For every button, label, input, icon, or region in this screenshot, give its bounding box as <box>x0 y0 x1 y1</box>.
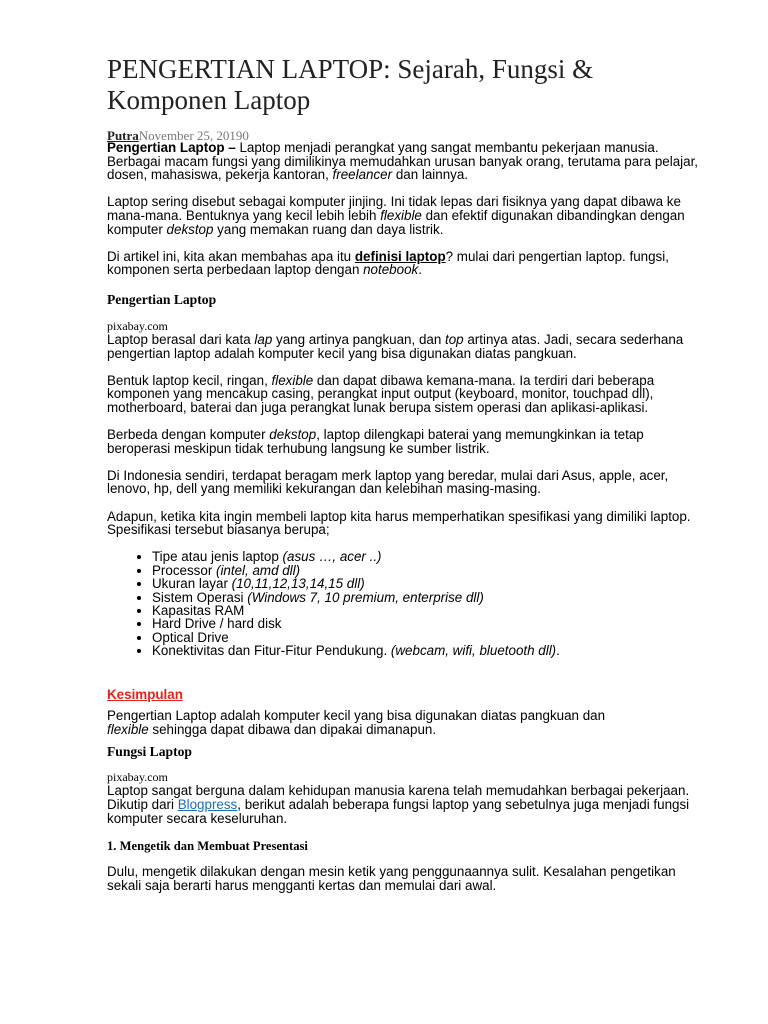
intro-lead: Pengertian Laptop – <box>107 140 236 155</box>
list-item: • Processor (intel, amd dll) <box>152 564 707 577</box>
section-heading-pengertian: Pengertian Laptop <box>107 291 217 307</box>
article-title: PENGERTIAN LAPTOP: Sejarah, Fungsi & Komponen Laptop <box>107 54 594 115</box>
author-link[interactable]: Putra <box>107 128 139 143</box>
list-item: • Hard Drive / hard disk <box>152 617 707 630</box>
list-item: • Tipe atau jenis laptop (asus …, acer ..) <box>152 550 707 563</box>
post-date: November 25, 2019 <box>138 128 243 143</box>
list-item: • Sistem Operasi (Windows 7, 10 premium, enterprise dll) <box>152 591 707 604</box>
pengertian-paragraph-5: Adapun, ketika kita ingin membeli laptop kita harus memperhatikan spesifikasi yang dimiliki laptop. Spesifikasi tersebut biasanya berupa; <box>107 508 691 538</box>
intro-paragraph-2: Laptop sering disebut sebagai komputer jinjing. Ini tidak lepas dari fisiknya yang dapat dibawa ke mana-mana. Bentuknya yang kecil lebih lebih flexible dan efektif digunakan dibandingkan dengan komputer dekstop yang memakan ruang dan daya listrik. <box>107 194 685 237</box>
kesimpulan-paragraph: Pengertian Laptop adalah komputer kecil yang bisa digunakan diatas pangkuan dan flexible sehingga dapat dibawa dan dipakai dimanapun. <box>107 708 606 737</box>
intro-paragraph-3: Di artikel ini, kita akan membahas apa itu definisi laptop? mulai dari pengertian laptop. fungsi, komponen serta perbedaan laptop dengan notebook. <box>107 248 669 278</box>
comment-count[interactable]: 0 <box>242 128 249 143</box>
list-item: • Optical Drive <box>152 631 707 644</box>
blogpress-link[interactable]: Blogpress <box>177 797 238 813</box>
pengertian-paragraph-1: Laptop berasal dari kata lap yang artinya pangkuan, dan top artinya atas. Jadi, secara sederhana pengertian laptop adalah komputer kecil yang bisa digunakan diatas pangkuan. <box>107 331 684 361</box>
list-item: • Kapasitas RAM <box>152 604 707 617</box>
image-caption: pixabay.com <box>107 770 168 785</box>
spec-list <box>107 550 707 657</box>
fungsi-paragraph-1: Laptop sangat berguna dalam kehidupan manusia karena telah memudahkan berbagai pekerjaan. Dikutip dari Blogpress, berikut adalah beberapa fungsi laptop yang sebetulnya juga menjadi fungsi komputer secara keseluruhan. <box>107 783 690 826</box>
mengetik-paragraph: Dulu, mengetik dilakukan dengan mesin ketik yang penggunaannya sulit. Kesalahan pengetikan sekali saja berarti harus mengganti kertas dan memulai dari awal. <box>107 864 676 893</box>
article <box>107 54 707 892</box>
list-item: • Konektivitas dan Fitur-Fitur Pendukung. (webcam, wifi, bluetooth dll). <box>152 644 707 657</box>
intro-paragraph-1: Pengertian Laptop – Laptop menjadi perangkat yang sangat membantu pekerjaan manusia. Berbagai macam fungsi yang dimilikinya memudahkan urusan banyak orang, terutama para pelajar, dosen, mahasiswa, pekerja kantoran, freelancer dan lainnya. <box>107 140 699 183</box>
definisi-laptop-link[interactable]: definisi laptop <box>354 248 446 264</box>
section-heading-fungsi: Fungsi Laptop <box>107 744 192 760</box>
subheading-mengetik: 1. Mengetik dan Membuat Presentasi <box>107 839 308 854</box>
pengertian-paragraph-4: Di Indonesia sendiri, terdapat beragam merk laptop yang beredar, mulai dari Asus, apple, acer, lenovo, hp, dell yang memiliki kekurangan dan kelebihan masing-masing. <box>107 467 669 497</box>
list-item: • Ukuran layar (10,11,12,13,14,15 dll) <box>152 577 707 590</box>
pengertian-paragraph-2: Bentuk laptop kecil, ringan, flexible dan dapat dibawa kemana-mana. Ia terdiri dari beberapa komponen yang mencakup casing, perangkat input output (keyboard, monitor, touchpad dll), motherboard, baterai dan juga perangkat lunak berupa sistem operasi dan aplikasi-aplikasi. <box>107 372 655 415</box>
pengertian-paragraph-3: Berbeda dengan komputer dekstop, laptop dilengkapi baterai yang memungkinkan ia tetap beroperasi meskipun tidak terhubung langsung ke sumber listrik. <box>107 427 644 456</box>
kesimpulan-label: Kesimpulan <box>107 686 183 702</box>
image-caption: pixabay.com <box>107 318 168 333</box>
